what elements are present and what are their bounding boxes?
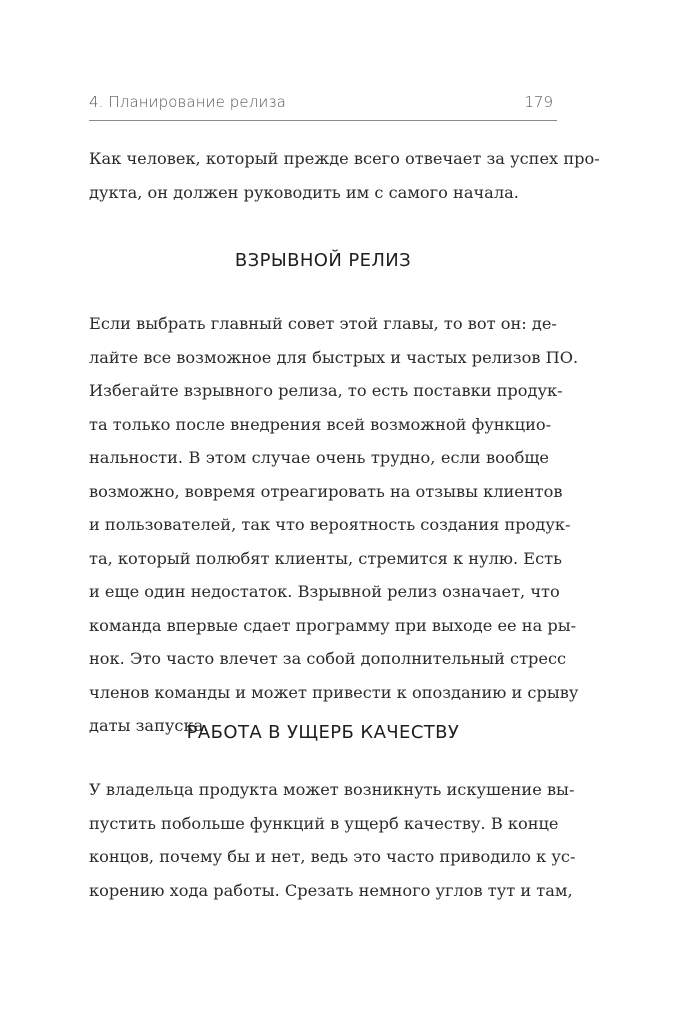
text-line: та только после внедрения всей возможной функцио- [89, 414, 552, 434]
text-line: членов команды и может привести к опозданию и срыву [89, 682, 579, 702]
text-line: команда впервые сдает программу при выходе ее на ры- [89, 615, 577, 635]
text-line: нальности. В этом случае очень трудно, если вообще [89, 448, 549, 467]
intro-paragraph [89, 142, 600, 209]
page-number: 179 [524, 93, 553, 111]
text-line: Если выбрать главный совет этой главы, то вот он: де- [89, 314, 557, 333]
text-line: нок. Это часто влечет за собой дополнительный стресс [89, 649, 567, 668]
section-paragraph [89, 307, 579, 743]
running-head [89, 93, 559, 115]
text-line: Как человек, который прежде всего отвечает за успех про- [89, 149, 600, 168]
text-line: концов, почему бы и нет, ведь это часто приводило к ус- [89, 847, 576, 866]
text-line: пустить побольше функций в ущерб качеству. В конце [89, 813, 559, 833]
section-heading: ВЗРЫВНОЙ РЕЛИЗ [234, 250, 412, 271]
text-line: та, который полюбят клиенты, стремится к нулю. Есть [89, 548, 562, 568]
text-line: даты запуска. [89, 716, 209, 735]
text-line: и пользователей, так что вероятность создания продук- [89, 515, 571, 534]
header-rule [89, 120, 557, 121]
text-line: У владельца продукта может возникнуть искушение вы- [89, 780, 575, 799]
text-line: дукта, он должен руководить им с самого начала. [89, 182, 519, 202]
text-line: возможно, вовремя отреагировать на отзывы клиентов [89, 481, 563, 501]
text-line: Избегайте взрывного релиза, то есть поставки продук- [89, 381, 563, 400]
text-line: лайте все возможное для быстрых и частых релизов ПО. [89, 347, 579, 367]
text-line: корению хода работы. Срезать немного углов тут и там, [89, 880, 573, 900]
text-line: и еще один недостаток. Взрывной релиз означает, что [89, 582, 560, 601]
section-paragraph [89, 773, 576, 907]
chapter-title: 4. Планирование релиза [89, 93, 286, 111]
section-heading: РАБОТА В УЩЕРБ КАЧЕСТВУ [186, 722, 460, 743]
